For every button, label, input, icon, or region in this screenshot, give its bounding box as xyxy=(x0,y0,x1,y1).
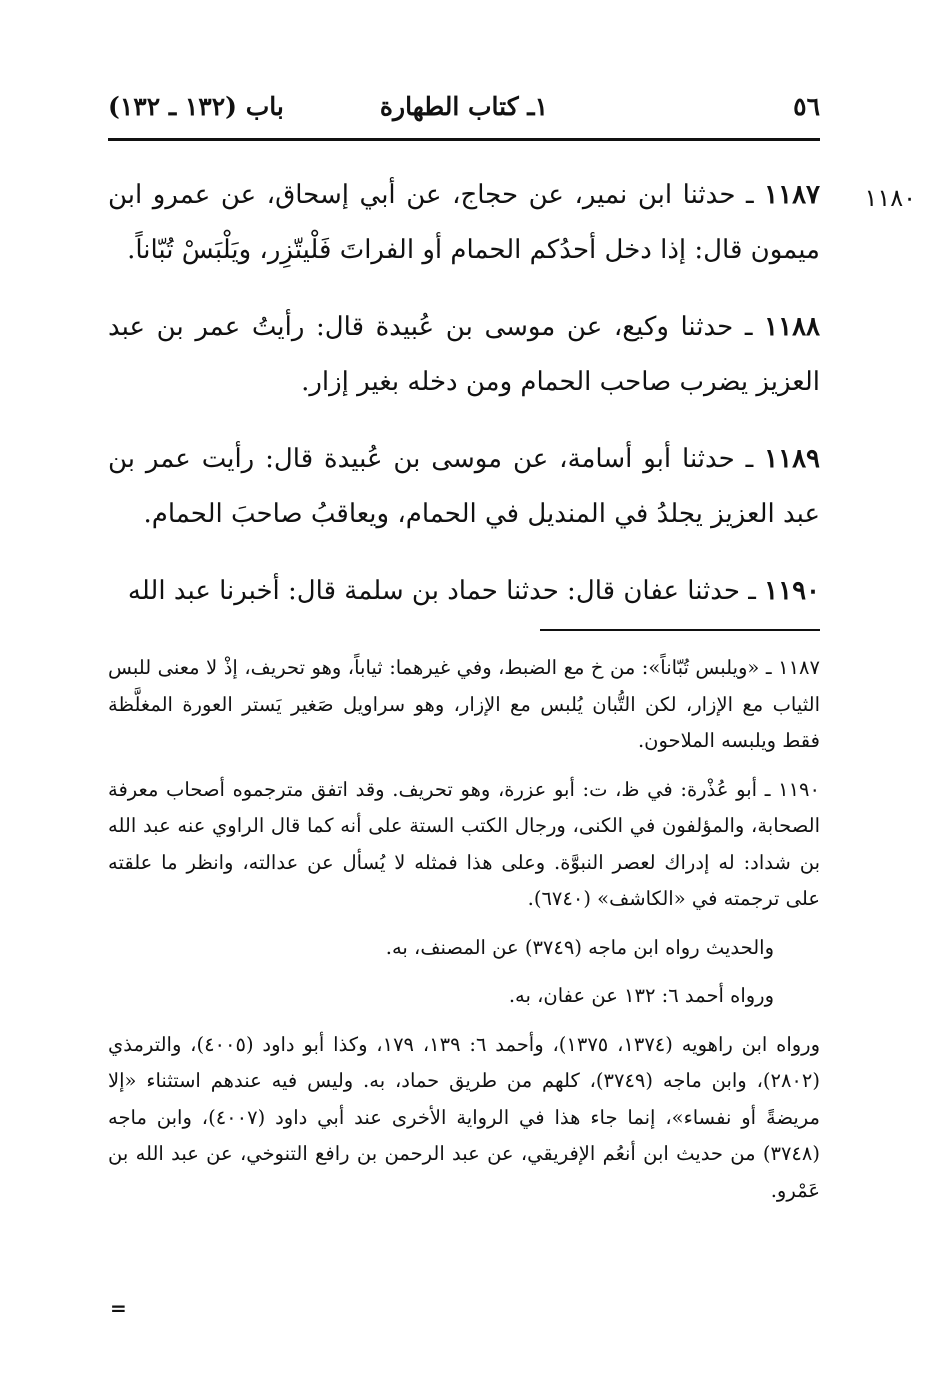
book-title: ١ـ كتاب الطهارة xyxy=(379,92,549,121)
hadith-text: ـ حدثنا أبو أسامة، عن موسى بن عُبيدة قال: رأيت عمر بن عبد العزيز يجلدُ في المنديل في الحمام، ويعاقبُ صاحبَ الحمام. xyxy=(108,444,820,529)
hadith-number: ١١٨٩ xyxy=(764,444,820,474)
page-number: ٥٦ xyxy=(793,92,820,121)
footnote: ورواه أحمد ٦: ١٣٢ عن عفان، به. xyxy=(508,984,774,1007)
footnote: ١١٨٧ ـ «ويلبس تُبّاناً»: من خ مع الضبط، وفي غيرهما: ثياباً، وهو تحريف، إذْ لا معنى للبس الثياب مع الإزار، لكن التُّبان يُلبس مع الإزار، وهو سراويل صَغير يَستر العورة المغلَّظة فقط ويلبسه الملاحون. xyxy=(108,656,820,752)
hadith-paragraph xyxy=(108,432,820,542)
hadith-paragraph xyxy=(108,564,820,619)
footnote-separator xyxy=(540,629,820,631)
chapter-heading: باب (١٣٢ ـ ١٣٢) xyxy=(108,92,284,121)
page-header xyxy=(108,92,820,132)
hadith-text: ـ حدثنا وكيع، عن موسى بن عُبيدة قال: رأيتُ عمر بن عبد العزيز يضرب صاحب الحمام ومن دخله بغير إزار. xyxy=(108,312,820,397)
hadith-text: ـ حدثنا ابن نمير، عن حجاج، عن أبي إسحاق، عن عمرو ابن ميمون قال: إذا دخل أحدُكم الحمام أو الفراتَ فَلْيتّزِر، ويَلْبَسْ تُبّاناً. xyxy=(108,180,820,265)
hadith-text: ـ حدثنا عفان قال: حدثنا حماد بن سلمة قال: أخبرنا عبد الله xyxy=(127,576,765,606)
footnote: والحديث رواه ابن ماجه (٣٧٤٩) عن المصنف، به. xyxy=(385,935,774,959)
header-rule xyxy=(108,138,820,141)
footnote: ١١٩٠ ـ أبو عُذْرة: في ظ، ت: أبو عزرة، وهو تحريف. وقد اتفق مترجموه أصحاب معرفة الصحابة، والمؤلفون في الكنى، ورجال الكتب الستة على أنه كما قال الراوي عنه عبد الله بن شداد: له إدراك لعصر النبوَّة. وعلى هذا فمثله لا يُسأل عن عدالته، وانظر ما علقته على ترجمته في «الكاشف» (٦٧٤٠). xyxy=(108,777,820,910)
hadith-number: ١١٩٠ xyxy=(764,576,820,606)
hadith-number: ١١٨٧ xyxy=(764,180,820,210)
footnote: ورواه ابن راهويه (١٣٧٤، ١٣٧٥)، وأحمد ٦: ١٣٩، ١٧٩، وكذا أبو داود (٤٠٠٥)، والترمذي (٢٨٠٢)، وابن ماجه (٣٧٤٩)، كلهم من طريق حماد، به. وليس فيه عندهم استثناء «إلا مريضةً أو نفساء»، إنما جاء هذا في الرواية الأخرى عند أبي داود (٤٠٠٧)، وابن ماجه (٣٧٤٨) من حديث ابن أنعُم الإفريقي، عن عبد الرحمن بن رافع التنوخي، عن عبد الله بن عَمْرو. xyxy=(108,1032,820,1202)
hadith-number: ١١٨٨ xyxy=(764,312,820,342)
main-text xyxy=(108,168,820,641)
margin-number: ١١٨٠ xyxy=(864,184,916,212)
continuation-mark: = xyxy=(110,1296,127,1320)
hadith-paragraph xyxy=(108,300,820,410)
footnotes xyxy=(108,650,820,1221)
hadith-paragraph xyxy=(108,168,820,278)
